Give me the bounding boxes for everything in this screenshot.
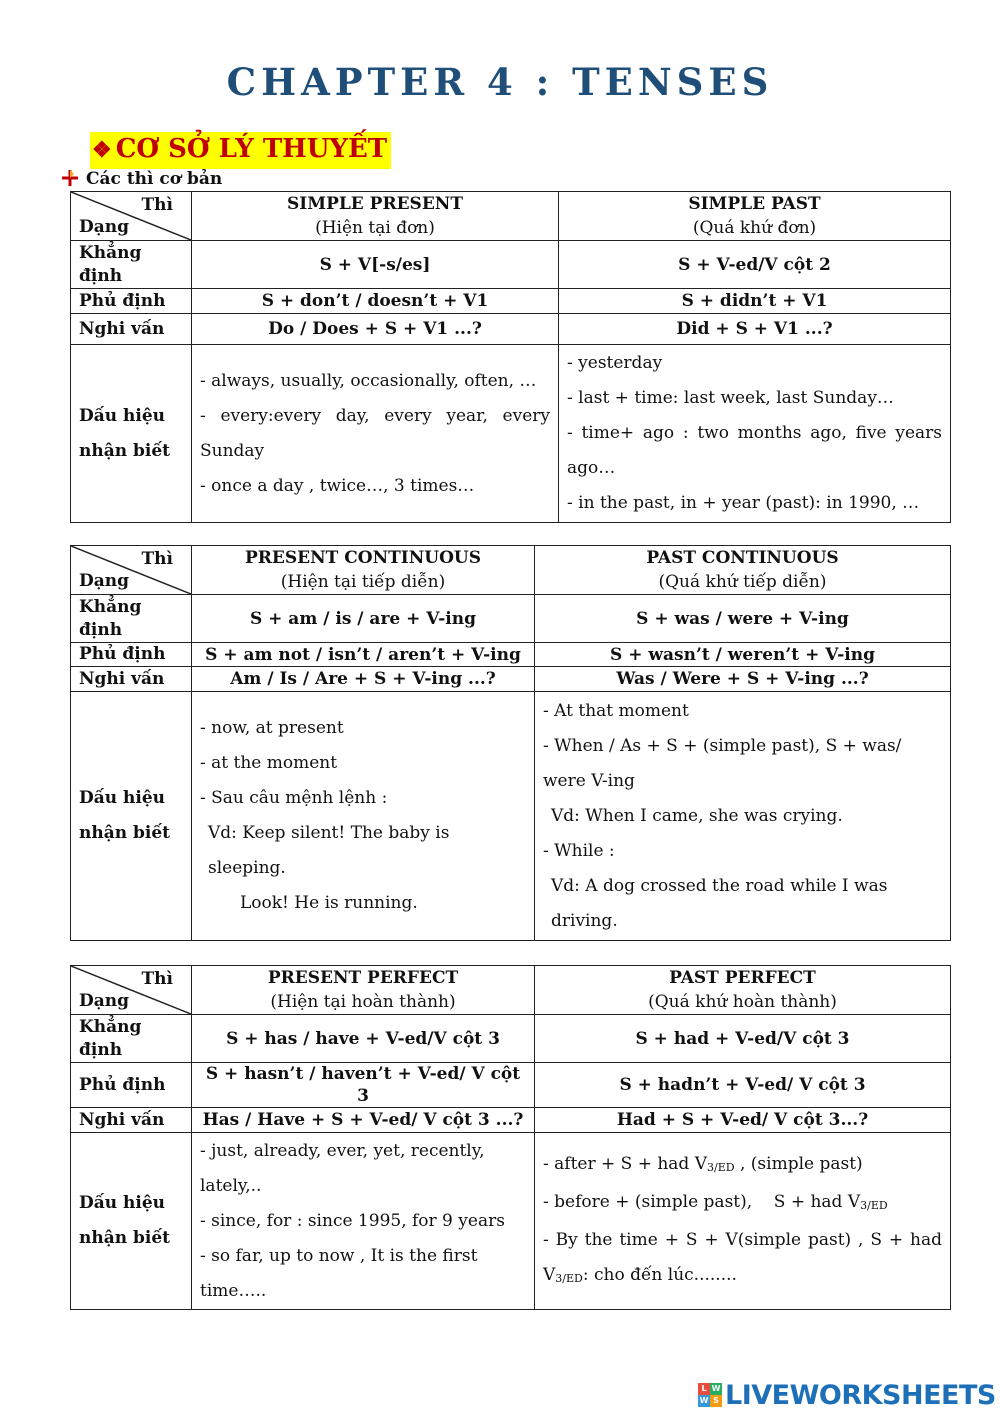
sign-line: - yesterday [567, 353, 663, 373]
tense-name-vn: (Quá khứ hoàn thành) [648, 992, 837, 1012]
liveworksheets-logo[interactable] [698, 1378, 996, 1412]
row-label-negative: Phủ định [71, 643, 192, 667]
sign-text: - before + (simple past), S + had V [543, 1191, 861, 1212]
sign-line [543, 1185, 942, 1223]
sign-line: - time+ ago : two months ago, five years ago… [567, 423, 942, 478]
formula-cell: S + had + V-ed/V cột 3 [535, 1015, 951, 1063]
logo-mark-letter: W [699, 1396, 709, 1405]
table-corner-cell [71, 966, 192, 1015]
column-header [192, 966, 535, 1015]
sub-heading [62, 169, 222, 189]
tense-table-continuous [70, 545, 951, 941]
sign-line: Look! He is running. [240, 893, 418, 913]
formula-cell: S + am not / isn’t / aren’t + V-ing [192, 643, 535, 667]
sign-text: - By the time + S + V(simple past) , S + had V [543, 1229, 942, 1285]
logo-mark-letter: L [698, 1383, 710, 1395]
logo-text: LIVEWORKSHEETS [725, 1379, 996, 1411]
row-label-negative: Phủ định [71, 289, 192, 314]
formula-cell: S + V-ed/V cột 2 [559, 241, 951, 289]
tense-name: PAST CONTINUOUS [646, 548, 839, 568]
sign-line: - every:every day, every year, every Sunday [200, 405, 550, 461]
tense-name: SIMPLE PRESENT [287, 194, 463, 214]
row-label-negative: Phủ định [71, 1063, 192, 1108]
sign-line: - at the moment [200, 753, 338, 773]
column-header [192, 546, 535, 595]
row-label-question: Nghi vấn [71, 314, 192, 345]
row-label-signs: Dấu hiệu nhận biết [71, 692, 192, 941]
formula-cell: S + wasn’t / weren’t + V-ing [535, 643, 951, 667]
formula-cell: Had + S + V-ed/ V cột 3...? [535, 1108, 951, 1133]
sign-line: - At that moment [543, 700, 689, 721]
formula-cell: S + didn’t + V1 [559, 289, 951, 314]
sign-line: - in the past, in + year (past): in 1990, … [567, 493, 920, 513]
logo-mark-letter: W [711, 1384, 721, 1393]
column-header [192, 192, 559, 241]
sign-line: - While : [543, 840, 615, 861]
logo-mark-icon [698, 1383, 722, 1407]
tense-name: SIMPLE PAST [688, 194, 821, 214]
table-corner-cell [71, 192, 192, 241]
corner-label-form: Dạng [79, 217, 130, 237]
signs-cell [192, 345, 559, 523]
tense-name-vn: (Hiện tại đơn) [315, 218, 435, 238]
section-heading [90, 132, 391, 169]
tense-table-perfect [70, 965, 951, 1310]
tense-name-vn: (Quá khứ tiếp diễn) [658, 572, 827, 592]
formula-cell: S + V[-s/es] [192, 241, 559, 289]
sign-line: - once a day , twice…, 3 times… [200, 475, 475, 496]
formula-cell: Am / Is / Are + S + V-ing ...? [192, 667, 535, 692]
section-heading-text: CƠ SỞ LÝ THUYẾT [115, 134, 388, 164]
corner-label-tense: Thì [141, 549, 173, 569]
formula-cell: S + was / were + V-ing [535, 595, 951, 643]
formula-cell: Do / Does + S + V1 ...? [192, 314, 559, 345]
tense-table-simple [70, 191, 951, 523]
subscript: 3/ED [707, 1160, 735, 1174]
sign-line: - just, already, ever, yet, recently, lately,.. [200, 1140, 485, 1196]
row-label-question: Nghi vấn [71, 667, 192, 692]
sign-line: - Sau câu mệnh lệnh : [200, 788, 388, 808]
arrow-bullet-icon [62, 169, 78, 189]
row-label-signs: Dấu hiệu nhận biết [71, 1133, 192, 1310]
tense-name-vn: (Hiện tại hoàn thành) [270, 992, 456, 1012]
sign-line: - since, for : since 1995, for 9 years [200, 1210, 505, 1231]
row-label-signs: Dấu hiệu nhận biết [71, 345, 192, 523]
diamond-bullet-icon: ❖ [92, 137, 112, 163]
sub-heading-text: Các thì cơ bản [86, 169, 223, 189]
signs-cell [192, 1133, 535, 1310]
sign-text: , (simple past) [734, 1153, 863, 1174]
sign-line [543, 1223, 942, 1296]
corner-label-form: Dạng [79, 991, 130, 1011]
signs-cell [535, 1133, 951, 1310]
sign-line: - When / As + S + (simple past), S + was/ were V-ing [543, 735, 902, 791]
corner-label-tense: Thì [141, 195, 173, 215]
tense-name: PRESENT PERFECT [267, 968, 459, 988]
sign-line: - now, at present [200, 718, 344, 738]
tense-name-vn: (Hiện tại tiếp diễn) [280, 572, 446, 592]
page-title: CHAPTER 4 : TENSES [226, 60, 774, 104]
row-label-affirmative: Khẳng định [71, 1015, 192, 1063]
column-header [535, 546, 951, 595]
sign-line: Vd: When I came, she was crying. [551, 805, 843, 826]
logo-mark-letter: S [710, 1395, 722, 1407]
sign-line: Vd: A dog crossed the road while I was driving. [551, 875, 888, 931]
sign-text: - after + S + had V [543, 1153, 707, 1174]
sign-line: Vd: Keep silent! The baby is sleeping. [208, 823, 450, 878]
formula-cell: S + am / is / are + V-ing [192, 595, 535, 643]
formula-cell: S + don’t / doesn’t + V1 [192, 289, 559, 314]
formula-cell: Was / Were + S + V-ing ...? [535, 667, 951, 692]
formula-cell: Has / Have + S + V-ed/ V cột 3 ...? [192, 1108, 535, 1133]
signs-cell [535, 692, 951, 941]
formula-cell: S + hadn’t + V-ed/ V cột 3 [535, 1063, 951, 1108]
formula-cell: S + hasn’t / haven’t + V-ed/ V cột 3 [192, 1063, 535, 1108]
table-corner-cell [71, 546, 192, 595]
sign-line [543, 1147, 942, 1185]
row-label-affirmative: Khẳng định [71, 241, 192, 289]
corner-label-tense: Thì [141, 969, 173, 989]
sign-line: - last + time: last week, last Sunday… [567, 388, 894, 408]
tense-name: PRESENT CONTINUOUS [245, 548, 481, 568]
subscript: 3/ED [860, 1198, 888, 1212]
sign-line: - so far, up to now , It is the first time….. [200, 1245, 478, 1301]
row-label-affirmative: Khẳng định [71, 595, 192, 643]
formula-cell: Did + S + V1 ...? [559, 314, 951, 345]
tense-name-vn: (Quá khứ đơn) [692, 218, 817, 238]
column-header [535, 966, 951, 1015]
signs-cell [559, 345, 951, 523]
sign-line: - always, usually, occasionally, often, … [200, 370, 537, 391]
column-header [559, 192, 951, 241]
corner-label-form: Dạng [79, 571, 130, 591]
tense-name: PAST PERFECT [669, 968, 816, 988]
signs-cell [192, 692, 535, 941]
formula-cell: S + has / have + V-ed/V cột 3 [192, 1015, 535, 1063]
sign-text: : cho đến lúc........ [582, 1264, 737, 1285]
row-label-question: Nghi vấn [71, 1108, 192, 1133]
subscript: 3/ED [555, 1271, 583, 1285]
